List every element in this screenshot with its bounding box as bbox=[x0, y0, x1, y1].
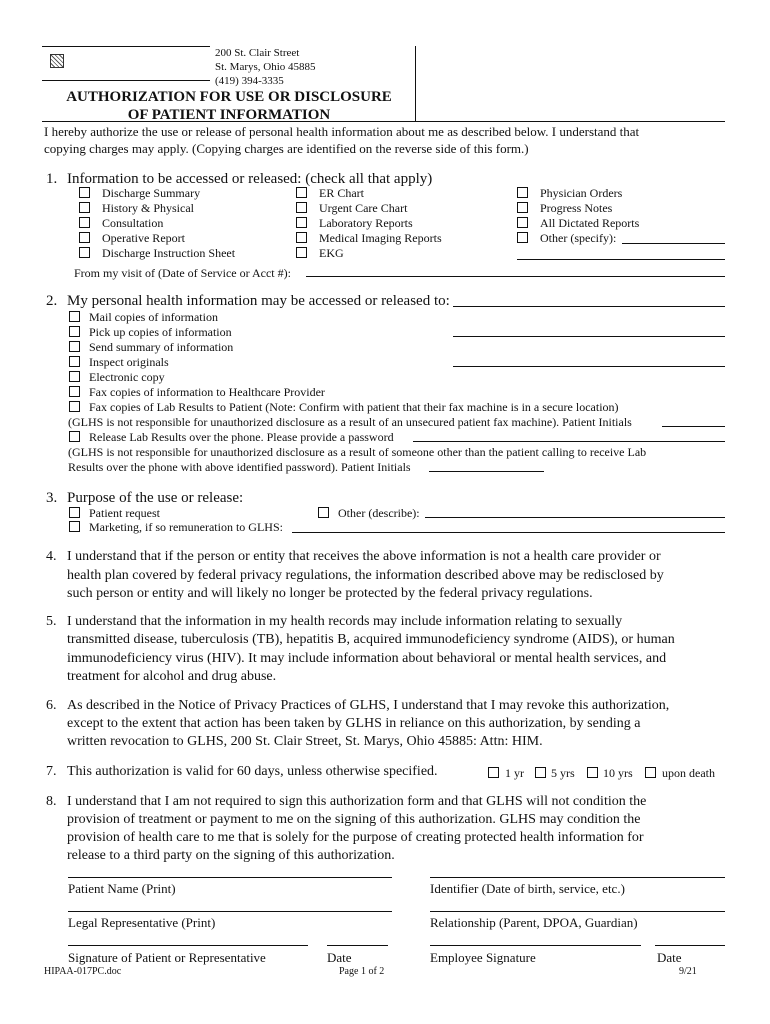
label-operative-report: Operative Report bbox=[102, 231, 185, 245]
checkbox-pick-up[interactable] bbox=[69, 326, 80, 337]
checkbox-history-physical[interactable] bbox=[79, 202, 90, 213]
logo-box-top bbox=[42, 46, 210, 47]
label-fax-lab-results: Fax copies of Lab Results to Patient (Note: Confirm with patient that their fax machine is in a secure location) bbox=[89, 400, 619, 414]
employee-signature-field[interactable] bbox=[430, 945, 641, 946]
label-patient-request: Patient request bbox=[89, 506, 160, 520]
label-employee-signature: Employee Signature bbox=[430, 950, 536, 965]
label-marketing: Marketing, if so remuneration to GLHS: bbox=[89, 520, 283, 534]
checkbox-electronic-copy[interactable] bbox=[69, 371, 80, 382]
section3-number: 3. bbox=[46, 490, 58, 506]
checkbox-upon-death[interactable] bbox=[645, 767, 656, 778]
checkbox-ekg[interactable] bbox=[296, 247, 307, 258]
fax-initials-field[interactable] bbox=[662, 426, 725, 427]
relationship-field[interactable] bbox=[430, 911, 725, 912]
checkbox-phone-release[interactable] bbox=[69, 431, 80, 442]
footer-doc-id: HIPAA-017PC.doc bbox=[44, 966, 122, 977]
section6-line3: written revocation to GLHS, 200 St. Clair Street, St. Marys, Ohio 45885: Attn: HIM. bbox=[67, 734, 543, 749]
label-signature: Signature of Patient or Representative bbox=[68, 950, 266, 965]
footer-revision: 9/21 bbox=[679, 966, 697, 977]
label-urgent-care: Urgent Care Chart bbox=[319, 201, 408, 215]
intro-line1: I hereby authorize the use or release of personal health information about me as described below. I understand that bbox=[44, 124, 640, 139]
checkbox-operative-report[interactable] bbox=[79, 232, 90, 243]
label-mail-copies: Mail copies of information bbox=[89, 310, 218, 324]
label-discharge-summary: Discharge Summary bbox=[102, 186, 201, 200]
label-5-yrs: 5 yrs bbox=[551, 766, 575, 780]
label-other-specify: Other (specify): bbox=[540, 231, 617, 245]
phone-disclaimer-line1: (GLHS is not responsible for unauthorized disclosure as a result of someone other than the patient calling to receive Lab bbox=[68, 445, 647, 459]
label-physician-orders: Physician Orders bbox=[540, 186, 623, 200]
label-10-yrs: 10 yrs bbox=[603, 766, 633, 780]
section5-line3: immunodeficiency virus (HIV). It may include information about behavioral or mental health services, and bbox=[67, 651, 667, 666]
section4-number: 4. bbox=[46, 549, 57, 564]
label-send-summary: Send summary of information bbox=[89, 340, 234, 354]
logo-box-bottom bbox=[42, 80, 210, 81]
label-other-purpose: Other (describe): bbox=[338, 506, 420, 520]
checkbox-medical-imaging[interactable] bbox=[296, 232, 307, 243]
checkbox-discharge-summary[interactable] bbox=[79, 187, 90, 198]
form-title-line2: OF PATIENT INFORMATION bbox=[127, 107, 331, 123]
date2-field[interactable] bbox=[655, 945, 725, 946]
checkbox-urgent-care[interactable] bbox=[296, 202, 307, 213]
label-legal-rep: Legal Representative (Print) bbox=[68, 915, 216, 930]
checkbox-marketing[interactable] bbox=[69, 521, 80, 532]
label-er-chart: ER Chart bbox=[319, 186, 364, 200]
label-all-dictated: All Dictated Reports bbox=[540, 216, 640, 230]
label-fax-provider: Fax copies of information to Healthcare Provider bbox=[89, 385, 325, 399]
section5-line1: I understand that the information in my health records may include information relating to sexually bbox=[67, 614, 623, 629]
checkbox-1-yr[interactable] bbox=[488, 767, 499, 778]
recipient-field-2[interactable] bbox=[453, 336, 725, 337]
section8-line3: provision of health care to me that is solely for the purpose of creating protected health information for bbox=[67, 830, 644, 845]
section4-line1: I understand that if the person or entity that receives the above information is not a health care provider or bbox=[67, 549, 661, 564]
section4-line3: such person or entity and will likely no longer be protected by the federal privacy regulations. bbox=[67, 586, 593, 601]
checkbox-fax-provider[interactable] bbox=[69, 386, 80, 397]
checkbox-physician-orders[interactable] bbox=[517, 187, 528, 198]
label-progress-notes: Progress Notes bbox=[540, 201, 613, 215]
other-specify-field-2[interactable] bbox=[517, 259, 725, 260]
section8-line1: I understand that I am not required to sign this authorization form and that GLHS will not condition the bbox=[67, 794, 647, 809]
checkbox-5-yrs[interactable] bbox=[535, 767, 546, 778]
label-discharge-instruction: Discharge Instruction Sheet bbox=[102, 246, 236, 260]
section6-line2: except to the extent that action has been taken by GLHS in reliance on this authorization, by sending a bbox=[67, 716, 641, 731]
other-purpose-field-1[interactable] bbox=[425, 517, 725, 518]
section3-heading: Purpose of the use or release: bbox=[67, 490, 244, 506]
visit-field[interactable] bbox=[306, 276, 725, 277]
phone-disclaimer-line2: Results over the phone with above identified password). Patient Initials bbox=[68, 460, 411, 474]
label-consultation: Consultation bbox=[102, 216, 164, 230]
checkbox-other-purpose[interactable] bbox=[318, 507, 329, 518]
checkbox-consultation[interactable] bbox=[79, 217, 90, 228]
checkbox-fax-lab-results[interactable] bbox=[69, 401, 80, 412]
section2-number: 2. bbox=[46, 293, 58, 309]
address-line2: St. Marys, Ohio 45885 bbox=[215, 61, 316, 73]
form-title-line1: AUTHORIZATION FOR USE OR DISCLOSURE bbox=[66, 89, 392, 105]
label-pick-up: Pick up copies of information bbox=[89, 325, 232, 339]
visit-label: From my visit of (Date of Service or Acct #): bbox=[74, 266, 291, 280]
date1-field[interactable] bbox=[327, 945, 388, 946]
label-history-physical: History & Physical bbox=[102, 201, 194, 215]
label-patient-name: Patient Name (Print) bbox=[68, 881, 176, 896]
section8-number: 8. bbox=[46, 794, 57, 809]
label-identifier: Identifier (Date of birth, service, etc.) bbox=[430, 881, 625, 896]
label-inspect-originals: Inspect originals bbox=[89, 355, 169, 369]
phone-number: (419) 394-3335 bbox=[215, 75, 284, 87]
label-ekg: EKG bbox=[319, 246, 344, 260]
checkbox-er-chart[interactable] bbox=[296, 187, 307, 198]
section2-heading: My personal health information may be accessed or released to: bbox=[67, 293, 450, 309]
legal-rep-field[interactable] bbox=[68, 911, 392, 912]
section5-number: 5. bbox=[46, 614, 57, 629]
label-laboratory: Laboratory Reports bbox=[319, 216, 413, 230]
section7-text: This authorization is valid for 60 days, unless otherwise specified. bbox=[67, 764, 438, 779]
label-date2: Date bbox=[657, 950, 682, 965]
section6-line1: As described in the Notice of Privacy Practices of GLHS, I understand that I may revoke this authorization, bbox=[67, 698, 670, 713]
checkbox-send-summary[interactable] bbox=[69, 341, 80, 352]
intro-line2: copying charges may apply. (Copying charges are identified on the reverse side of this form.) bbox=[44, 141, 529, 156]
logo-placeholder-icon bbox=[50, 54, 64, 68]
other-specify-field[interactable] bbox=[622, 243, 725, 244]
recipient-field-1[interactable] bbox=[453, 306, 725, 307]
checkbox-inspect-originals[interactable] bbox=[69, 356, 80, 367]
label-medical-imaging: Medical Imaging Reports bbox=[319, 231, 442, 245]
label-phone-release: Release Lab Results over the phone. Please provide a password bbox=[89, 430, 394, 444]
section5-line4: treatment for alcohol and drug abuse. bbox=[67, 669, 277, 684]
label-upon-death: upon death bbox=[662, 766, 715, 780]
signature-field[interactable] bbox=[68, 945, 308, 946]
other-purpose-field-2[interactable] bbox=[292, 532, 725, 533]
section8-line4: release to a third party on the signing of this authorization. bbox=[67, 848, 395, 863]
section4-line2: health plan covered by federal privacy regulations, the information described above may be redisclosed by bbox=[67, 568, 664, 583]
label-date1: Date bbox=[327, 950, 352, 965]
section6-number: 6. bbox=[46, 698, 57, 713]
checkbox-10-yrs[interactable] bbox=[587, 767, 598, 778]
checkbox-patient-request[interactable] bbox=[69, 507, 80, 518]
password-field[interactable] bbox=[413, 441, 725, 442]
address-line1: 200 St. Clair Street bbox=[215, 47, 300, 59]
section1-number: 1. bbox=[46, 171, 58, 187]
checkbox-all-dictated[interactable] bbox=[517, 217, 528, 228]
label-1-yr: 1 yr bbox=[505, 766, 524, 780]
section1-heading: Information to be accessed or released: (check all that apply) bbox=[67, 171, 433, 187]
checkbox-discharge-instruction[interactable] bbox=[79, 247, 90, 258]
identifier-field[interactable] bbox=[430, 877, 725, 878]
checkbox-other-specify[interactable] bbox=[517, 232, 528, 243]
checkbox-laboratory[interactable] bbox=[296, 217, 307, 228]
phone-initials-field[interactable] bbox=[429, 471, 544, 472]
label-electronic-copy: Electronic copy bbox=[89, 370, 165, 384]
section5-line2: transmitted disease, tuberculosis (TB), hepatitis B, acquired immunodeficiency syndrome (AIDS), or human bbox=[67, 632, 675, 647]
section8-line2: provision of treatment or payment to me on the signing of this authorization. GLHS may condition the bbox=[67, 812, 641, 827]
recipient-field-3[interactable] bbox=[453, 366, 725, 367]
patient-name-field[interactable] bbox=[68, 877, 392, 878]
footer-page: Page 1 of 2 bbox=[339, 966, 385, 977]
section7-number: 7. bbox=[46, 764, 57, 779]
fax-disclaimer: (GLHS is not responsible for unauthorized disclosure as a result of an unsecured patient fax machine). Patient Initials bbox=[68, 415, 632, 429]
checkbox-progress-notes[interactable] bbox=[517, 202, 528, 213]
checkbox-mail-copies[interactable] bbox=[69, 311, 80, 322]
label-relationship: Relationship (Parent, DPOA, Guardian) bbox=[430, 915, 638, 930]
